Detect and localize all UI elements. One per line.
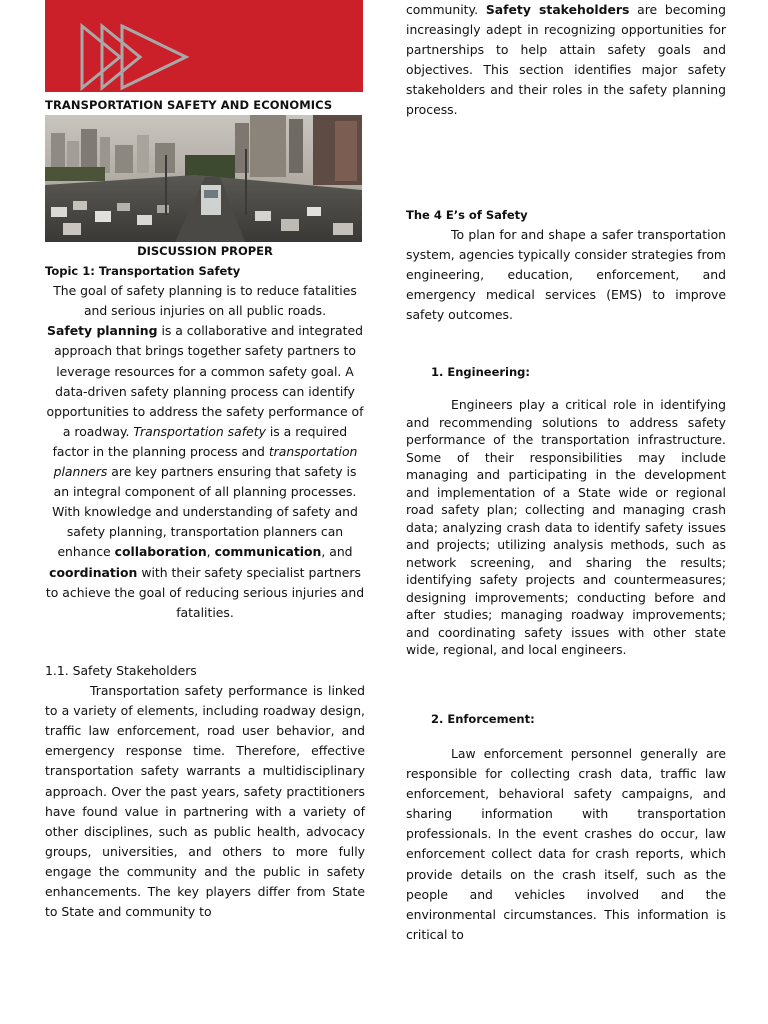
text-run: , and (321, 544, 353, 560)
text-run: community. (406, 2, 486, 17)
intro-paragraph: The goal of safety planning is to reduce fatalities and serious injuries on all public roads. (53, 283, 357, 319)
term-communication: communication (214, 544, 322, 560)
enforcement-paragraph: Law enforcement personnel generally are responsible for collecting crash data, traffic law enforcement, behavioral safety campaigns, and sharing information with transportation professionals. In the event crashes do occur, law enforcement collect data for crash reports, which provide details on the crash itself, such as the people and vehicles involved and the environmental circumstances. This information is critical to (406, 746, 726, 942)
term-safety-planning: Safety planning (47, 323, 158, 339)
subsection-heading: 1.1. Safety Stakeholders (45, 663, 197, 678)
section-title: DISCUSSION PROPER (137, 244, 273, 258)
text-run: are key partners ensuring that safety is an integral component of all planning processes. With knowledge and understanding of safety and safety planning, transportation planners can enhance (52, 464, 358, 560)
document-title: TRANSPORTATION SAFETY AND ECONOMICS (45, 98, 333, 112)
term-collaboration: collaboration (114, 544, 207, 560)
term-transportation-safety: Transportation safety (133, 423, 266, 439)
text-run: is a collaborative and integrated approach that brings together safety partners to leverage resources for a common safety goal. A data-driven safety planning process can identify opportunities to address the safety performance of a roadway. (46, 323, 364, 439)
term-safety-stakeholders: Safety stakeholders (485, 2, 630, 17)
term-coordination: coordination (49, 564, 138, 580)
safety-planning-paragraph (45, 321, 365, 622)
play-arrows-logo-icon (78, 22, 193, 92)
continued-paragraph (406, 0, 726, 121)
text-run: with their safety specialist partners to achieve the goal of reducing serious injuries and fatalities. (45, 564, 365, 620)
text-run: , (206, 544, 215, 560)
traffic-photo (45, 115, 362, 242)
engineering-heading: 1. Engineering: (431, 365, 531, 379)
term-transportation-planners: transportation planners (53, 443, 358, 480)
four-es-heading: The 4 E’s of Safety (406, 208, 528, 222)
topic-heading: Topic 1: Transportation Safety (45, 264, 241, 279)
text-run: are becoming increasingly adept in recognizing opportunities for partnerships to help attain safety goals and objectives. This section identifies major safety stakeholders and their roles in the safety planning process. (406, 2, 727, 118)
stakeholders-paragraph: Transportation safety performance is linked to a variety of elements, including roadway design, traffic law enforcement, road user behavior, and emergency response time. Therefore, effective transportation safety warrants a multidisciplinary approach. Over the past years, safety practitioners have found value in partnering with a variety of other disciplines, such as public health, advocacy groups, universities, and others to more fully engage the community and the public in safety enhancements. The key players differ from State to State and community to (45, 683, 365, 920)
four-es-paragraph: To plan for and shape a safer transportation system, agencies typically consider strategies from engineering, education, enforcement, and emergency medical services (EMS) to improve safety outcomes. (406, 227, 726, 323)
enforcement-heading: 2. Enforcement: (431, 712, 535, 726)
engineering-paragraph: Engineers play a critical role in identifying and recommending solutions to address safety performance of the transportation infrastructure. Some of their responsibilities may include managing and participating in the development and implementation of a State wide or regional road safety plan; collecting and managing crash data; analyzing crash data to identify safety issues and projects; utilizing analysis methods, such as network screening, and sharing the results; identifying safety projects and countermeasures; designing improvements; conducting before and after studies; managing roadway improvements; and coordinating safety issues with other state wide, regional, and local engineers. (406, 397, 726, 657)
text-run: is a required factor in the planning process and (52, 423, 348, 459)
